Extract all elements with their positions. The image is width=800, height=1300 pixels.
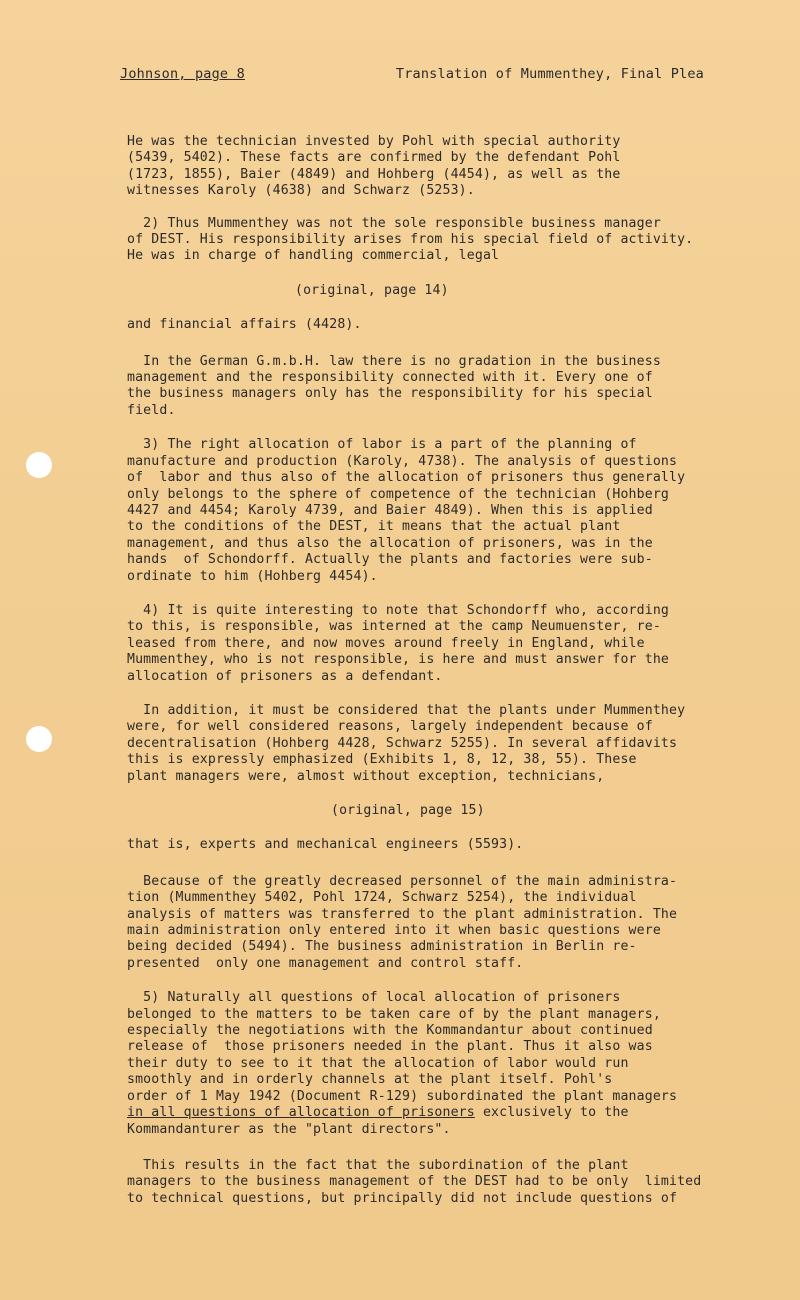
header-page-reference: Johnson, page 8 [120, 66, 245, 82]
text-line: their duty to see to it that the allocation of labor would run [127, 1055, 629, 1071]
text-line: witnesses Karoly (4638) and Schwarz (5253). [127, 183, 475, 199]
text-line: 4427 and 4454; Karoly 4739, and Baier 4849). When this is applied [127, 502, 653, 518]
text-line: 2) Thus Mummenthey was not the sole responsible business manager [127, 215, 661, 231]
text-line: to this, is responsible, was interned at the camp Neumuenster, re- [127, 619, 661, 635]
text-line: release of those prisoners needed in the plant. Thus it also was [127, 1039, 653, 1055]
text-line: that is, experts and mechanical engineers (5593). [127, 837, 524, 853]
text-line: 4) It is quite interesting to note that Schondorff who, according [127, 602, 669, 618]
text-line: 5) Naturally all questions of local allocation of prisoners [127, 990, 621, 1006]
document-body [127, 134, 737, 1207]
text-line: of labor and thus also of the allocation of prisoners thus generally [127, 470, 686, 486]
text-line: decentralisation (Hohberg 4428, Schwarz 5255). In several affidavits [127, 735, 678, 751]
text-line: presented only one management and control staff. [127, 955, 524, 971]
text-line: smoothly and in orderly channels at the plant itself. Pohl's [127, 1072, 613, 1088]
punch-hole [26, 452, 52, 478]
text-line: He was the technician invested by Pohl with special authority [127, 134, 621, 149]
text-line: order of 1 May 1942 (Document R-129) subordinated the plant managers [127, 1088, 678, 1104]
text-line: (5439, 5402). These facts are confirmed by the defendant Pohl [127, 150, 621, 166]
text-line: manufacture and production (Karoly, 4738). The analysis of questions [127, 453, 678, 469]
text-line: He was in charge of handling commercial, legal [127, 248, 500, 264]
text-line: In addition, it must be considered that the plants under Mummenthey [127, 702, 686, 718]
text-line: (1723, 1855), Baier (4849) and Hohberg (4454), as well as the [127, 166, 621, 182]
text-line: were, for well considered reasons, largely independent because of [127, 719, 653, 735]
text-line: ordinate to him (Hohberg 4454). [127, 568, 378, 584]
underlined-phrase: in all questions of allocation of prisoners [127, 1105, 475, 1121]
text-line: tion (Mummenthey 5402, Pohl 1724, Schwarz 5254), the individual [127, 890, 637, 906]
original-page-marker: (original, page 15) [331, 803, 485, 818]
text-line: of DEST. His responsibility arises from his special field of activity. [127, 232, 694, 248]
original-page-marker: (original, page 14) [295, 282, 449, 298]
text-line: especially the negotiations with the Kommandantur about continued [127, 1023, 653, 1039]
text-line: leased from there, and now moves around freely in England, while [127, 635, 645, 651]
text-line: allocation of prisoners as a defendant. [127, 668, 443, 684]
text-line: This results in the fact that the subordination of the plant [127, 1157, 629, 1173]
text-line: Kommandanturer as the "plant directors". [127, 1121, 451, 1137]
text-line: Mummenthey, who is not responsible, is here and must answer for the [127, 652, 669, 668]
text-line [127, 1105, 737, 1121]
text-line: main administration only entered into it when basic questions were [127, 923, 661, 939]
text-line: managers to the business management of the DEST had to be only limited [127, 1174, 702, 1190]
text-fragment: exclusively to the [474, 1105, 629, 1121]
text-line: analysis of matters was transferred to the plant administration. The [127, 906, 678, 922]
text-line: belonged to the matters to be taken care of by the plant managers, [127, 1006, 661, 1022]
text-line: management, and thus also the allocation of prisoners, was in the [127, 535, 653, 551]
text-line: only belongs to the sphere of competence of the technician (Hohberg [127, 486, 669, 502]
text-line: 3) The right allocation of labor is a part of the planning of [127, 437, 637, 453]
text-line: plant managers were, almost without exception, technicians, [127, 768, 605, 784]
text-line: the business managers only has the responsibility for his special [127, 386, 653, 402]
text-line: to technical questions, but principally did not include questions of [127, 1190, 678, 1206]
header-title: Translation of Mummenthey, Final Plea [395, 66, 704, 82]
punch-hole [26, 726, 52, 752]
text-line: being decided (5494). The business administration in Berlin re- [127, 939, 637, 955]
text-line: this is expressly emphasized (Exhibits 1, 8, 12, 38, 55). These [127, 752, 637, 768]
text-line: In the German G.m.b.H. law there is no gradation in the business [127, 353, 661, 369]
text-line: and financial affairs (4428). [127, 317, 362, 333]
text-line: management and the responsibility connected with it. Every one of [127, 370, 653, 386]
text-line: field. [127, 402, 176, 418]
text-line: hands of Schondorff. Actually the plants and factories were sub- [127, 552, 653, 568]
text-line: Because of the greatly decreased personnel of the main administra- [127, 873, 678, 889]
text-line: to the conditions of the DEST, it means that the actual plant [127, 519, 621, 535]
